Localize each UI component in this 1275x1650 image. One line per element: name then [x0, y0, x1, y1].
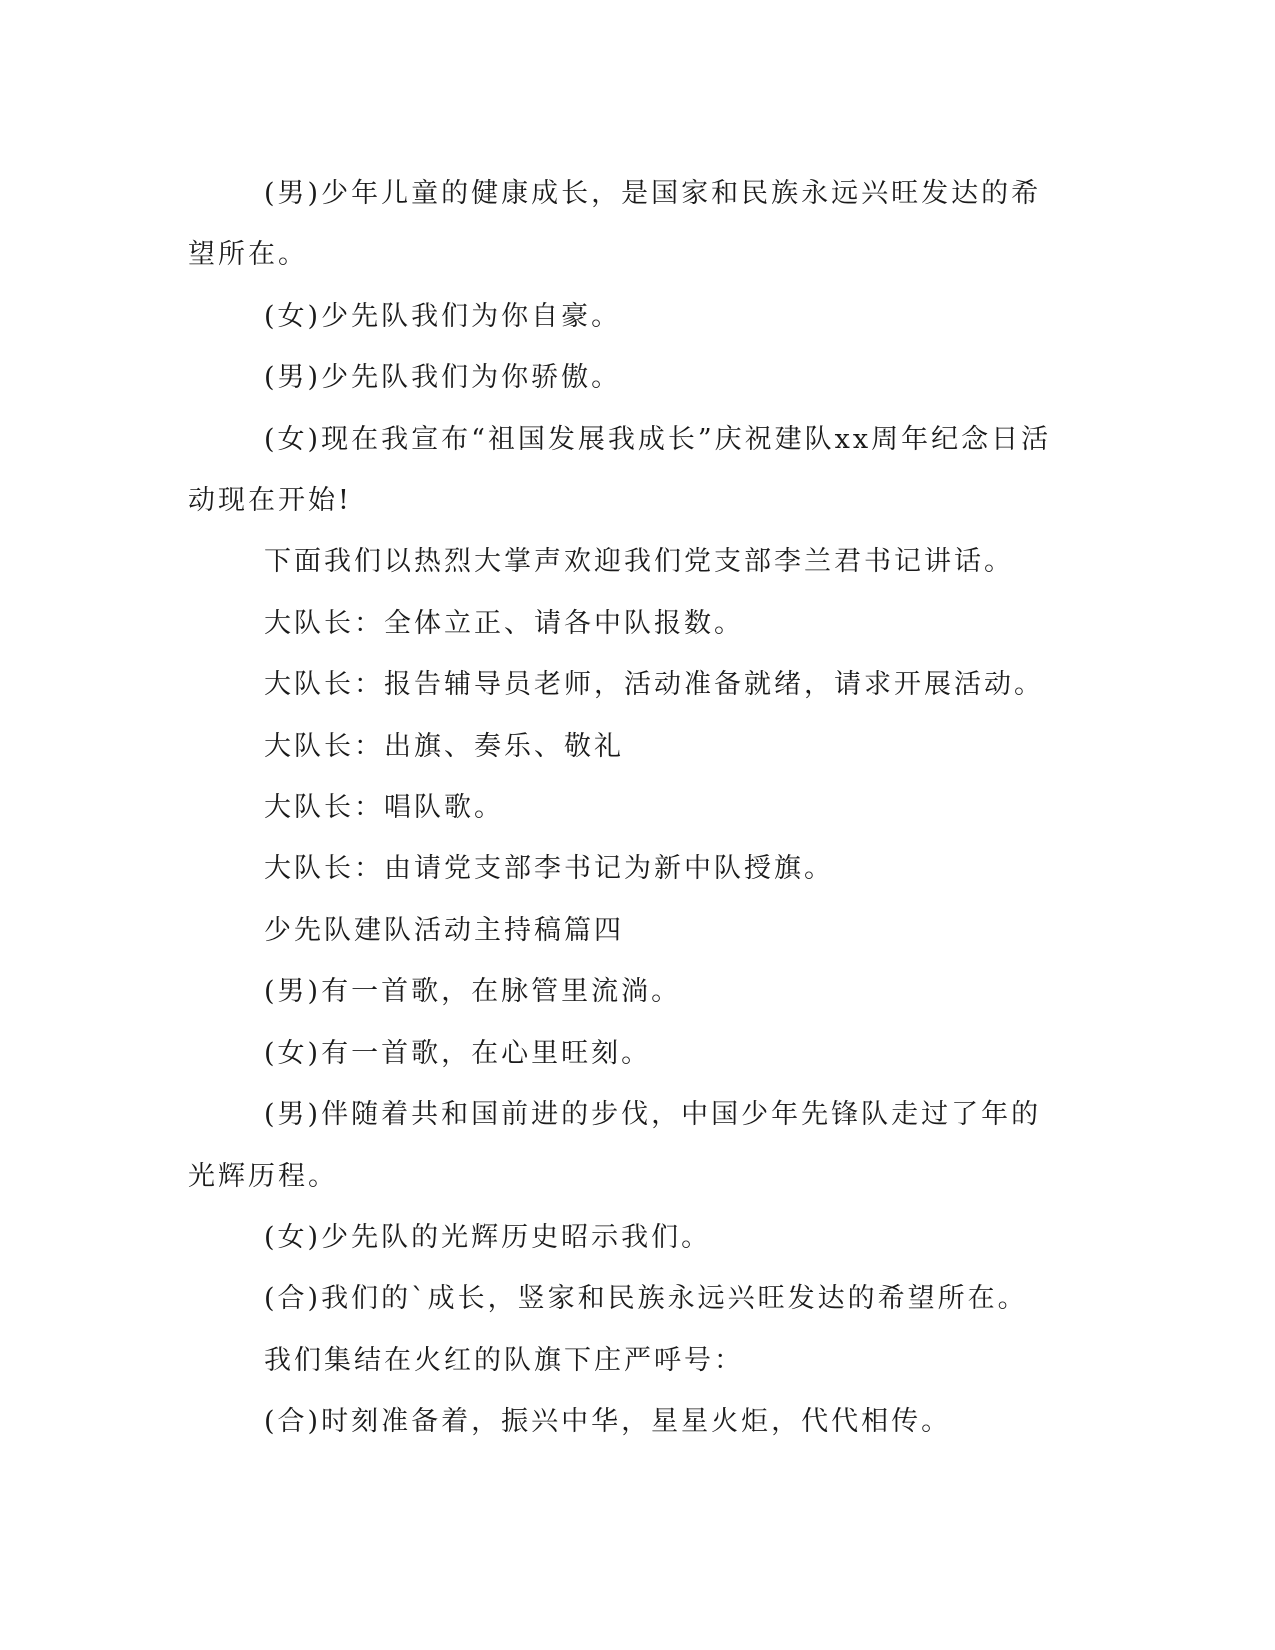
- paragraph: (男)少年儿童的健康成长，是国家和民族永远兴旺发达的希望所在。: [188, 178, 1042, 271]
- paragraph: (男)伴随着共和国前进的步伐，中国少年先锋队走过了年的光辉历程。: [188, 1099, 1042, 1192]
- section-heading: 少先队建队活动主持稿篇四: [264, 914, 624, 946]
- paragraph: 下面我们以热烈大掌声欢迎我们党支部李兰君书记讲话。: [264, 546, 1014, 578]
- paragraph: (女)现在我宣布“祖国发展我成长”庆祝建队xx周年纪念日活动现在开始!: [188, 423, 1052, 517]
- paragraph: 大队长：报告辅导员老师，活动准备就绪，请求开展活动。: [264, 669, 1044, 701]
- paragraph: (男)有一首歌，在脉管里流淌。: [264, 976, 682, 1008]
- paragraph: 大队长：唱队歌。: [264, 792, 504, 824]
- paragraph: (男)少先队我们为你骄傲。: [264, 362, 622, 394]
- paragraph: (合)时刻准备着，振兴中华，星星火炬，代代相传。: [264, 1406, 952, 1438]
- paragraph: (女)有一首歌，在心里旺刻。: [264, 1037, 652, 1069]
- paragraph: (合)我们的`成长，竖家和民族永远兴旺发达的希望所在。: [264, 1283, 1028, 1315]
- document-body: [188, 163, 1068, 1453]
- paragraph: (女)少先队的光辉历史昭示我们。: [264, 1221, 712, 1253]
- paragraph: 大队长：由请党支部李书记为新中队授旗。: [264, 853, 834, 885]
- paragraph: 我们集结在火红的队旗下庄严呼号：: [264, 1344, 744, 1376]
- paragraph: 大队长：全体立正、请各中队报数。: [264, 607, 744, 639]
- paragraph: (女)少先队我们为你自豪。: [264, 300, 622, 332]
- paragraph: 大队长：出旗、奏乐、敬礼: [264, 730, 624, 762]
